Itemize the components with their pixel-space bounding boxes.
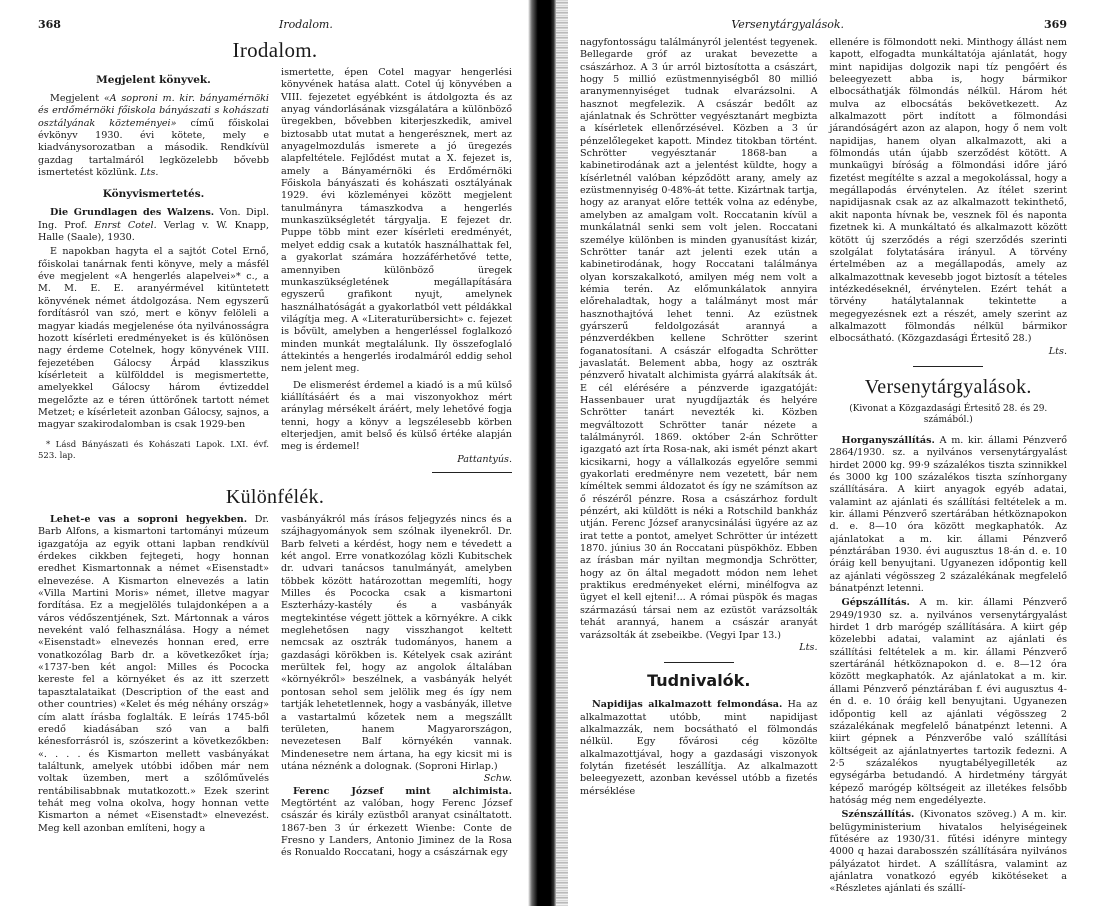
text: Ha az alkalmazottat utóbb, mint napidijast alkalmazzák, nem bocsátható el fölmondás nélkül. Egy fővárosi cég közölte alkalmazottjával, hogy a gazdasági viszonyok folytán fizetését leszállítja. Az alkalmazott beleegyezett, azonban kevéssel utóbb a fizetés mérséklése (580, 699, 818, 797)
gutter (528, 0, 568, 906)
irodalom-column-1 (38, 67, 269, 462)
page-number-right: 369 (1044, 18, 1067, 31)
article-alchimista (281, 786, 512, 860)
left-page (0, 0, 528, 870)
text: A m. kir. állami Pénzverő 2864/1930. sz. a nyilvános versenytárgyalást hirdet 2000 kg. 99·9 százalékos tiszta szinnikkel és 3000 kg 100 százalékos tiszta színhorgany szállítására. A kiirt anyagok egyéb adatai, valamint az ajánlati és szállítási feltételek a m. kir. állami Pénzverő szertárában hétköznapokon d. e. 8—10 óra között megkaphatók. Az ajánlatokat a m. kir. állami Pénzverő pénztárában 1930. évi augusztus 18-án d. e. 10 óráig kell benyujtani. Ugyanezen időpontig kell az ajánlati végösszeg 2 százalékának megfelelő bánatpénzt letenni. (829, 434, 1067, 595)
footnote: * Lásd Bányászati és Kohászati Lapok. LXI. évf. 523. lap. (38, 439, 269, 461)
text: Von. Dipl. Ing. Prof. (38, 207, 269, 231)
page-number-left: 368 (38, 18, 61, 31)
paragraph-review-continued: ismertette, épen Cotel magyar hengerlési könyvének hatása alatt. Cotel új könyvében a VIII. fejezetet egyébként is átdolgozta és az anyag vándorlásának vizsgálatára a különböző üregekben, bővebben kiterjeszkedik, amivel biztosabb utat mutat a hengerésznek, mert az anyagelmozdulás ismerete a jó üregezés alapfeltétele. Fejlődést mutat a X. fejezet is, amely a Bányamérnöki és Erdőmérnöki Főiskola bányászati és kohászati osztályának 1929. évi közleményei között megjelent tanulmányra támaszkodva a hengerlés munkaszükségletét tárgyalja. E fejezet dr. Puppe több mint ezer kísérleti eredményét, melyet eddig csak a kutatók használhattak fel, a gyakorlat számára hozzáférhetővé tette, amennyiben különböző üregek munkaszükségletének megállapítására egyszerű grafikont nyujt, amelynek használhatóságát a gyakorlatból vett példákkal világítja meg. A «Literaturübersicht» c. fejezet is bővült, amelyben a hengerléssel foglalkozó minden munkát megtalálunk. Ily összefoglaló áttekintés a hengerlés irodalmáról eddig sehol nem jelent meg. (281, 67, 512, 375)
divider (664, 662, 734, 663)
section-title-versenytargyalasok: Versenytárgyalások. (864, 375, 1032, 398)
paragraph-review: E napokban hagyta el a sajtót Cotel Ernő, főiskolai tanárnak fenti könyve, mely a másfél éve megjelent «A hengerlés alapelvei»* c., a M. M. E. E. aranyérmével kitüntetett könyvének német átdolgozása. Nem egyszerű fordításról van szó, mert e könyv felöleli a magyar kiadás megjelenése óta nyilvánosságra hozott kísérleti eredményeket is és különösen nagy érdeme Cotelnek, hogy könyvének VIII. fejezetében Gálocsy Árpád klasszikus kísérleteit a külfölddel is megismertette, amelyekkel Gálocsy három évtizeddel megelőzte az e téren úttörőnek tartott német Metzet; e kísérleteit azonban Gálocsy, sajnos, a magyar szakirodalomban is csak 1929-ben (38, 246, 269, 431)
article-heading: Napidijas alkalmazott felmondása. (592, 699, 783, 711)
running-header-left (38, 18, 512, 31)
signature: Pattantyús. (457, 453, 512, 465)
divider (913, 366, 983, 367)
text: Megjelent (50, 93, 104, 104)
right-column-2 (830, 37, 1068, 896)
tender-horgany (830, 435, 1068, 595)
running-header-right (580, 18, 1067, 31)
article-vas-soproni (38, 514, 269, 835)
text: Megtörtént az valóban, hogy Ferenc József császár és király ezüstből aranyat csináltatott. 1867-ben 3 úr érkezett Wienbe: Conte de Fresno y Landers, Antonio Jiminez de la Rosa és Ronualdo Roccatani, hogy a császárnak egy (281, 797, 512, 859)
right-column-1 (580, 37, 818, 798)
subheading-megjelent-konyvek: Megjelent könyvek. (96, 74, 211, 86)
divider (432, 472, 512, 473)
subheading-konyvismertetes: Könyvismertetés. (102, 188, 205, 201)
article-vas-continued: vasbányákról más írásos feljegyzés nincs és a szájhagyományok sem szólnak ilyenekről. Dr. Barb felveti a kérdést, hogy nem e tévedett a két angol. Erre vonatkozólag közli Kubitschek dr. udvari tanácsos tanulmányát, amelyben többek között határozottan megemlíti, hogy Milles és Pococka csak a kismartoni Eszterházy-kastély és a vasbányák megtekintése végett jöttek a környékre. A cikk meglehetősen nagy visszhangot keltett nemcsak az osztrák tudományos, hanem a gazdasági körökben is. Kételyek csak aziránt merültek fel, hogy az angolok általában «környékről» beszélnek, a vasbányák helyét pontosan sehol sem jelölik meg és így nem tartják lehetetlennek, hogy a vasbányák, illetve a vastartalmú kőzetek nem a megszállt területen, hanem Magyarországon, nevezetesen Balf környékén vannak. Mindenesetre nem ártana, ha egy kicsit mi is utána néznénk a dolognak. (Soproni Hirlap.) (281, 514, 512, 772)
signature: Lts. (140, 167, 159, 179)
book-title: «A soproni m. kir. bányamérnöki és erdőmérnöki főiskola bányászati s kohászati osztályának közteményei» (38, 93, 269, 129)
running-head-left: Irodalom. (278, 18, 333, 31)
kulonfelek-column-1 (38, 514, 269, 835)
signature: Lts. (1048, 345, 1067, 357)
book-title: Die Grundlagen des Walzens. (50, 207, 215, 219)
running-head-right: Versenytárgyalások. (731, 18, 845, 31)
text: Verlag v. W. Knapp, Halle (Saale), 1930. (38, 219, 269, 244)
paragraph-review-closing: De elismerést érdemel a kiadó is a mű külső kiállításáért és a mai viszonyokhoz mért aránylag mérsékelt áráért, mely lehetővé fogja tenni, hogy a könyv a legszélesebb körben elterjedjen, amit belső és külső értéke alapján meg is érdemel! (281, 379, 512, 453)
right-columns (580, 37, 1067, 896)
article-heading: Lehet-e vas a soproni hegyekben. (50, 514, 248, 525)
irodalom-columns (38, 67, 512, 479)
page-edge (556, 0, 568, 906)
paragraph-megjelent (38, 93, 269, 179)
article-napidijas-continued: ellenére is fölmondott neki. Minthogy állást nem kapott, elfogadta munkáltatója ajánlatát, hogy mint napidijas dolgozik napi tíz pengőért és beleegyezett abba is, hogy bármikor elbocsáthatják fölmondás nélkül. Három hét mulva az elbocsátás bekövetkezett. Az alkalmazott pört indított a fölmondási járandóságért azon az alapon, hogy ő nem volt napidijas, hanem olyan alkalmazott, aki a fölmondás után újabb szerződést kötött. A munkaügyi bíróság a fölmondási időre járó fizetést megítélte s azzal a megokolással, hogy a megállapodás érvénytelen. Az ítélet szerint napidijasnak csak az az alkalmazott tekinthető, akit naponta hívnak be, vesznek föl és naponta fizetnek ki. A munkáltató és alkalmazott között kötött új szerződés a régi szerződés szerinti szolgálat folytatására irányul. A törvény értelmében az a megállapodás, amely az alkalmazottnak kevesebb jogot biztosít a tételes intézkedéseknél, érvénytelen. Ezért tehát a törvény hatálytalannak tekintette a megegyezésnek ezt a részét, amely szerint az alkalmazott fölmondás nélkül bármikor elbocsátható. (Közgazdasági Értesitő 28.) (829, 37, 1067, 345)
tender-gep (830, 597, 1068, 807)
book-spine (528, 0, 556, 906)
kulonfelek-column-2 (281, 514, 512, 860)
text: (Kivonatos szöveg.) A m. kir. belügyministerium hivatalos helyiségeinek fűtésére az 1930/31. fűtési idényre mintegy 4000 q hazai darabosszén szállítására nyilvános pályázatot hirdet. A szállításra, valamint az ajánlatra vonatkozó egyéb kikötéseket a «Részletes ajánlati és szállí- (829, 809, 1067, 895)
tender-heading: Gépszállítás. (841, 597, 910, 609)
article-heading: Ferenc József mint alchimista. (293, 785, 512, 797)
section-title-kulonfelek: Különfélék. (225, 486, 325, 508)
article-napidijas (580, 699, 818, 798)
section-note: (Kivonat a Közgazdasági Értesitő 28. és 29. számából.) (849, 403, 1048, 426)
text: A m. kir. állami Pénzverő 2949/1930 sz. a. nyilvános versenytárgyalást hirdet 1 drb marógép szállítására. A kiirt gép közelebbi adatai, valamint az ajánlati és szállítási feltételek a m. kir. állami Pénzverő szertáránál hétköznapokon d. e. 8—12 óra között megkaphatók. Az ajánlatokat a m. kir. állami Pénzverő pénztárában f. évi augusztus 4-én d. e. 10 óráig kell benyujtani. Ugyanezen időpontig kell az ajánlati végösszeg 2 százalékának megfelelő bánatpénzt letenni. A kiirt gépnek a Pénzverőbe való szállítási költségeit az ajánlatnyertes tartozik fedezni. A 2·5 százalékos nyugtabélyegilleték az egységárba betudandó. A hirdetmény tárgyát képező marógép költségeit az illetékes felsőbb hatóság még nem engedélyezte. (829, 597, 1067, 806)
author: Enrst Cotel. (94, 219, 157, 231)
irodalom-column-2 (281, 67, 512, 479)
kulonfelek-columns (38, 514, 512, 860)
article-alchimista-continued: nagyfontosságu találmányról jelentést tegyenek. Bellegarde gróf az urakat bevezette a császárhoz. A 3 úr arról biztosította a császárt, hogy 5 millió ezüstmennyiségből 80 millió aranymennyiséget tudnak elvarázsolni. A hasznot megfelezik. A császár bedőlt az ajánlatnak és Schrötter vegyésztanárt megbizta a kísérletek ellenőrzésével. Közben a 3 úr pénzelőlegeket kapott. Mindez titokban történt. Schrötter vegyésztanár 1868-ban a kabinetirodának azt a jelentést küldte, hogy a kísérletnél valóban képződött arany, amely az ezüstmennyiség 0·48%-át tette. Kizártnak tartja, hogy az aranyat előre tették volna az edénybe, amelyben az amalgam volt. Roccatanin kívül a munkálatnál senki sem volt jelen. Roccatani személye különben is minden gyanusítást kizár, Schrötter tanár azt jelenti ezek után a kabinetirodának, hogy Roccatani találmánya olyan korszakalkotó, amilyen még nem volt a kémia terén. Az előmunkálatok annyira előrehaladtak, hogy a találmányt most már hasznothajtóvá lehet tenni. Az ezüstnek gyárszerű feldolgozását arannyá a pénzverdékben kellene Schrötter szerint foganatosítani. A császár elfogadta Schrötter javaslatát. Belement abba, hogy az osztrák pénzverő hivatalt alchimista gyárrá alakítsák át. E cél elérésére a pénzverde igazgatóját: Hassenbauer urat nyugdíjazták és helyére Schrötter tanárt nevezték ki. Közben megváltozott Schrötter tanár nézete a találmányról. 1869. október 2-án Schrötter igazgató azt írta Rosa-nak, aki ismét pénzt akart kicsikarni, hogy a vállalkozás egyelőre semmi gyakorlati eredményre nem vezetett, bár nem kíméltek semmi áldozatot és így ne számítson az ő részéről pénzre. Rosa a császárhoz fordult pénzért, aki küldött is néki a Rotschild bankház utján. Ferenc József aranycsinálási ügyére az az irat tette a pontot, amelyet Schrötter úr intézett 1870. június 30 án Roccatani püspökhöz. Ebben az írásban már nyiltan megmondja Schrötter, hogy az ön által megadott módon nem lehet praktikus eredményeket elérni, minélfogva az ügyet el kell ejteni!... A római püspök és magas származású társai nem az ezüstöt varázsolták tehát arannyá, hanem a császár aranyát varázsolták át zsebeikbe. (Vegyi Ipar 13.) (580, 37, 818, 641)
paragraph-book-citation (38, 207, 269, 244)
section-title-tudnivalok: Tudnivalók. (647, 671, 751, 691)
tender-heading: Horganyszállítás. (841, 434, 935, 446)
text: Dr. Barb Alfons, a kismartoni tartományi múzeum igazgatója az egyik ottani lapban rendkívül érdekes cikkben fejtegeti, hogy honnan eredhet Kismartonnak a német «Eisenstadt» elnevezése. A Kismarton elnevezés a latin «Villa Martini Moris» német, illetve magyar fordítása. Ez a megjelölés tulajdonképen a a város védőszentjének, Szt. Mártonnak a város neveként való felhasználása. Hogy a német «Eisenstadt» elnevezés honnan ered, erre vonatkozólag Barb dr. a következőket írja; «1737-ben két angol: Milles és Pococka kereste fel a környéket és az itt szerzett tapasztalataikat (Description of the east and other countries) «Kelet és még néhány ország» cím alatt írásba foglalták. E leírás 1745-ből eredő kiadásában szó van a balfi kénesforrásról is, szószerint a következőkben: «. . . . és Kismarton mellett vasbányákat találtunk, amelyek utóbbi időben már nem voltak üzemben, mert a szőlőművelés rentábilisabbnak mutatkozott.» Ezek szerint tehát meg volna okolva, hogy honnan vette Kismarton a német «Eisenstadt» elnevezést. Meg kell azonban említeni, hogy a (38, 514, 269, 834)
signature: Lts. (799, 641, 818, 653)
signature: Schw. (483, 773, 512, 785)
tender-heading: Szénszállítás. (841, 809, 915, 821)
right-page (568, 0, 1119, 906)
text: című főiskolai évkönyv 1930. évi kötete, mely e kiadványsorozatban a második. Rendkívül gazdag tartalmáról legközelebb bővebb ismertetést közlünk. (38, 117, 269, 179)
tender-szen (830, 809, 1068, 895)
section-title-irodalom: Irodalom. (232, 38, 318, 62)
